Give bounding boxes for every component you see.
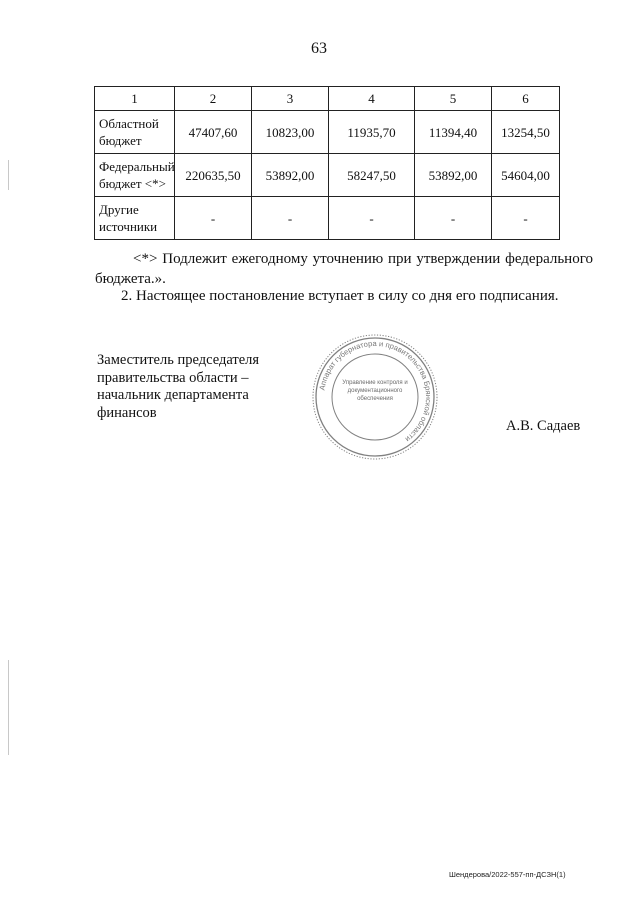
scan-margin-mark [8, 160, 9, 190]
table-cell: 220635,50 [175, 154, 252, 197]
table-cell: 11935,70 [329, 111, 415, 154]
table-cell: 53892,00 [252, 154, 329, 197]
table-cell: 13254,50 [492, 111, 560, 154]
table-header-cell: 2 [175, 87, 252, 111]
stamp-outer-text: Аппарат губернатора и правительства Брянской области [317, 338, 434, 444]
row-label: Другие источники [95, 197, 175, 240]
table-cell: - [329, 197, 415, 240]
table-header-cell: 3 [252, 87, 329, 111]
footnote-paragraph: <*> Подлежит ежегодному уточнению при утверждении федерального бюджета.». [95, 251, 593, 287]
document-code: Шендерова/2022-557-пп-ДСЗН(1) [449, 870, 566, 879]
table-cell: 53892,00 [415, 154, 492, 197]
table-header-row [95, 87, 560, 111]
table-cell: - [415, 197, 492, 240]
row-label: Федеральный бюджет <*> [95, 154, 175, 197]
table-row [95, 154, 560, 197]
table-cell: - [252, 197, 329, 240]
financing-table [94, 86, 560, 240]
signatory-name: А.В. Садаев [506, 418, 581, 434]
table-cell: 54604,00 [492, 154, 560, 197]
official-stamp [310, 332, 440, 462]
table-header-cell: 4 [329, 87, 415, 111]
table-cell: 47407,60 [175, 111, 252, 154]
table-header-cell: 5 [415, 87, 492, 111]
table-row [95, 111, 560, 154]
table-header-cell: 1 [95, 87, 175, 111]
signatory-position: Заместитель председателя правительства области – начальник департамента финансов [97, 352, 260, 421]
table-cell: 58247,50 [329, 154, 415, 197]
table-cell: - [492, 197, 560, 240]
stamp-inner-text: Управление контроля и документационного обеспечения [342, 380, 408, 402]
page-number: 63 [311, 40, 327, 57]
table-cell: 10823,00 [252, 111, 329, 154]
table-row [95, 197, 560, 240]
table-cell: - [175, 197, 252, 240]
effective-date-paragraph: 2. Настоящее постановление вступает в силу со дня его подписания. [121, 288, 559, 304]
scan-margin-mark [8, 660, 9, 755]
table-cell: 11394,40 [415, 111, 492, 154]
table-header-cell: 6 [492, 87, 560, 111]
row-label: Областной бюджет [95, 111, 175, 154]
